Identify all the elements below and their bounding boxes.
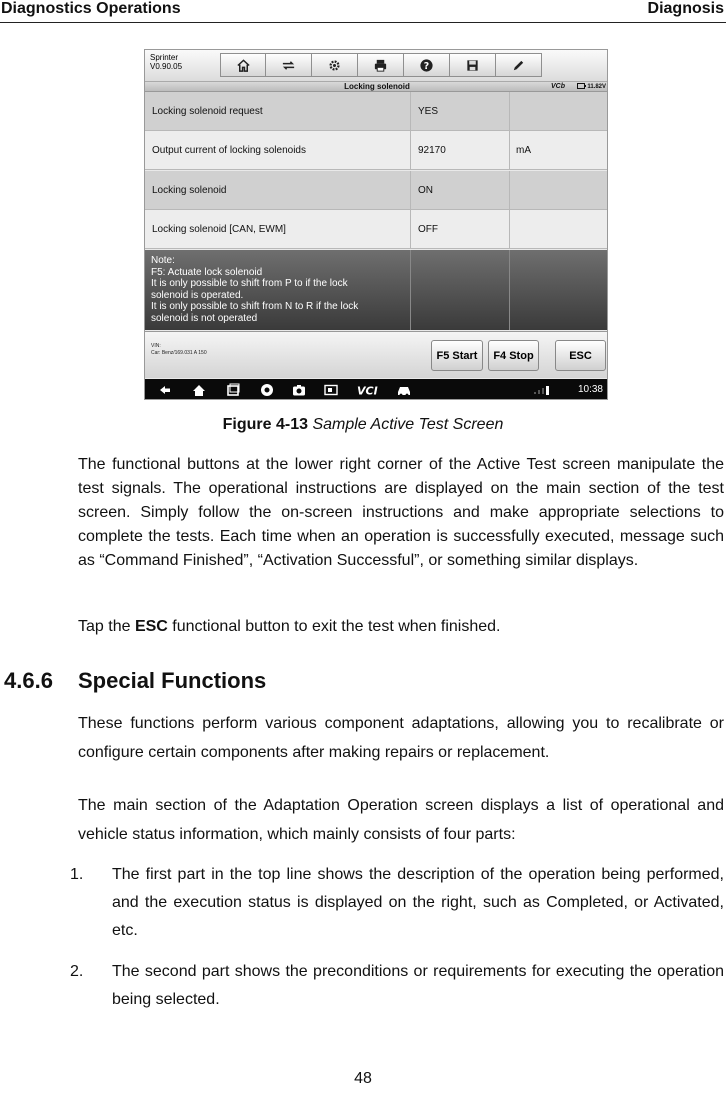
print-button[interactable] — [358, 53, 404, 77]
header-rule — [0, 22, 726, 23]
note-line: solenoid is not operated — [151, 312, 258, 324]
note-line: Note: — [151, 255, 175, 266]
figure-caption — [0, 416, 726, 434]
print-icon — [373, 58, 388, 73]
svg-text:?: ? — [423, 60, 430, 72]
help-icon — [419, 58, 434, 73]
home-icon — [236, 58, 251, 73]
vci-icon[interactable] — [357, 382, 379, 398]
page-number: 48 — [354, 1070, 372, 1087]
vehicle-swap-button[interactable] — [266, 53, 312, 77]
paragraph-esc-post: functional button to exit the test when finished. — [167, 618, 501, 635]
screen-record-icon[interactable] — [323, 382, 339, 398]
gear-icon — [327, 58, 342, 73]
paragraph-functional-buttons: The functional buttons at the lower right corner of the Active Test screen manipulate the test signals. The operational instructions are displayed on the main section of the test screen. Simply follow the on-screen instructions and make appropriate selections to complete the tests. Each time when an operation is successfully executed, message such as “Command Finished”, “Activation Successful”, or something similar displays. — [78, 456, 724, 569]
status-clock: 10:38 — [577, 384, 603, 395]
paragraph-esc-bold: ESC — [134, 618, 168, 635]
figure-number: Figure 4-13 — [222, 416, 308, 433]
list-item-number: 2. — [70, 963, 84, 980]
figure-title: Sample Active Test Screen — [312, 416, 504, 433]
data-row[interactable] — [145, 171, 608, 210]
data-row-name: Locking solenoid — [152, 185, 227, 196]
screen-top-bar — [145, 50, 608, 81]
list-item-text: The first part in the top line shows the description of the operation being performed, and the execution status is displayed on the right, such as Completed, or Activated, etc. — [112, 866, 724, 939]
paragraph-adaptation-screen: The main section of the Adaptation Operation screen displays a list of operational and vehicle status information, which mainly consists of four parts: — [78, 797, 724, 843]
vehicle-info — [151, 343, 207, 357]
data-row[interactable] — [145, 131, 608, 170]
car-label: Car: Benz/169.031 A 150 — [151, 350, 207, 356]
signal-icon — [532, 382, 550, 398]
data-row-value: 92170 — [410, 131, 507, 170]
android-nav-bar — [145, 379, 608, 400]
data-row-value: ON — [410, 171, 507, 210]
list-item-number: 1. — [70, 866, 84, 883]
vehicle-swap-icon — [281, 58, 296, 73]
paragraph-esc — [78, 615, 724, 639]
data-row-name: Output current of locking solenoids — [152, 145, 306, 156]
edit-button[interactable] — [496, 53, 542, 77]
data-row-unit — [509, 171, 608, 210]
battery-voltage — [577, 82, 606, 92]
battery-voltage-value: 11.82V — [587, 84, 606, 90]
vin-label: VIN: — [151, 343, 161, 349]
section-title: Special Functions — [78, 668, 267, 693]
app-version: V0.90.05 — [150, 62, 183, 71]
paragraph-special-functions: These functions perform various component adaptations, allowing you to recalibrate or configure certain components after making repairs or replacement. — [78, 715, 724, 761]
app-name-block — [150, 53, 182, 71]
back-icon[interactable] — [157, 382, 173, 398]
data-row-unit — [509, 92, 608, 131]
running-header-left: Diagnostics Operations — [1, 0, 181, 17]
app-name: Sprinter — [150, 53, 179, 62]
svg-text:VCI: VCI — [357, 384, 378, 398]
note-divider — [509, 250, 510, 330]
f4-stop-button[interactable]: F4 Stop — [488, 340, 539, 371]
screen-title: Locking solenoid — [344, 82, 410, 91]
f5-start-button[interactable]: F5 Start — [431, 340, 483, 371]
data-row-unit: mA — [509, 131, 608, 170]
data-row[interactable] — [145, 92, 608, 131]
save-button[interactable] — [450, 53, 496, 77]
data-row-value: OFF — [410, 210, 507, 249]
data-row-name: Locking solenoid [CAN, EWM] — [152, 224, 286, 235]
note-text — [151, 255, 406, 324]
data-row-unit — [509, 210, 608, 249]
battery-icon — [577, 83, 586, 89]
save-icon — [465, 58, 480, 73]
active-test-screenshot — [144, 49, 608, 400]
screen-title-bar — [145, 81, 608, 92]
note-line: F5: Actuate lock solenoid — [151, 266, 263, 278]
function-bar — [145, 331, 608, 378]
data-row-name: Locking solenoid request — [152, 106, 263, 117]
settings-button[interactable] — [312, 53, 358, 77]
home-button[interactable] — [220, 53, 266, 77]
section-heading — [4, 668, 266, 694]
note-line: It is only possible to shift from N to R if the lock — [151, 301, 359, 312]
note-line: It is only possible to shift from P to if the lock — [151, 278, 348, 289]
running-header-right: Diagnosis — [647, 0, 724, 17]
paragraph-esc-pre: Tap the — [78, 618, 135, 635]
car-icon[interactable] — [396, 382, 412, 398]
esc-button[interactable]: ESC — [555, 340, 606, 371]
section-number: 4.6.6 — [4, 668, 53, 693]
note-line: solenoid is operated. — [151, 289, 244, 301]
data-row[interactable] — [145, 210, 608, 249]
data-row-value: YES — [410, 92, 507, 131]
chrome-icon[interactable] — [259, 382, 275, 398]
pen-icon — [511, 58, 526, 73]
list-item-text: The second part shows the preconditions or requirements for executing the operation being selected. — [112, 963, 724, 1008]
vci-status: VCb — [551, 83, 565, 90]
note-divider — [410, 250, 411, 330]
help-button[interactable] — [404, 53, 450, 77]
screen-toolbar — [220, 53, 542, 77]
instruction-note — [145, 250, 608, 330]
recent-apps-icon[interactable] — [225, 382, 241, 398]
camera-icon[interactable] — [291, 382, 307, 398]
home-icon[interactable] — [191, 382, 207, 398]
